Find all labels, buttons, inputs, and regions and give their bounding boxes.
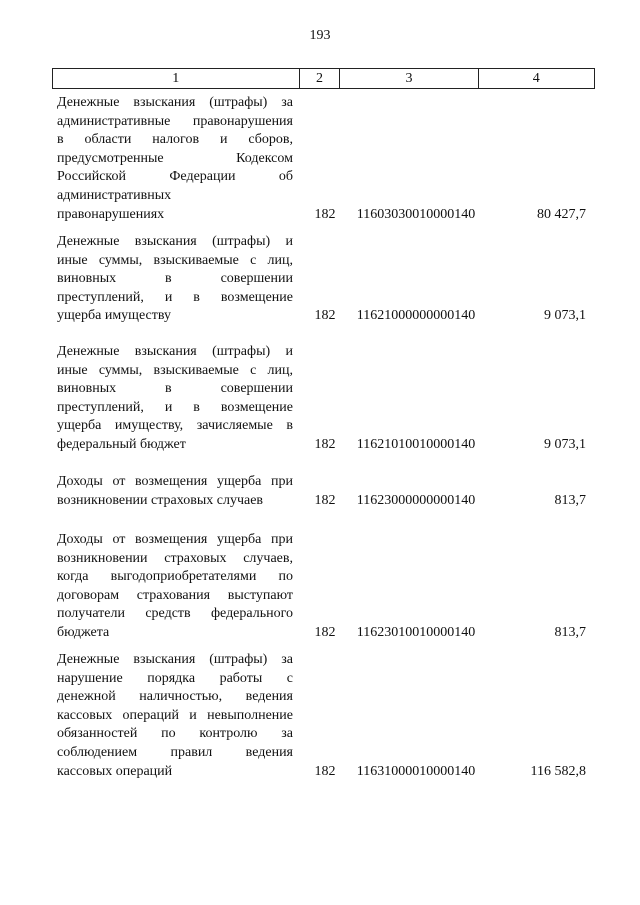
- row-code: 11621010010000140: [356, 437, 476, 452]
- description-line: возникновении страховых случаев,: [57, 550, 293, 566]
- row-description: [57, 651, 293, 781]
- row-description: [57, 233, 293, 326]
- description-line: ущерба имуществу: [57, 308, 171, 324]
- row-description: [57, 531, 293, 643]
- description-line: преступлений, и в возмещение: [57, 289, 293, 305]
- header-col-3: 3: [340, 69, 478, 89]
- row-amount: 9 073,1: [544, 437, 586, 452]
- row-chapter: 182: [314, 625, 336, 640]
- description-line: административных: [57, 187, 172, 203]
- row-chapter: 182: [314, 492, 336, 508]
- row-chapter: 182: [314, 206, 336, 222]
- page-number: 193: [309, 28, 331, 43]
- header-col-4: 4: [478, 69, 594, 89]
- row-code: 11623010010000140: [356, 625, 476, 640]
- description-line: иные суммы, взыскиваемые с лиц,: [57, 252, 293, 268]
- description-line: предусмотренные Кодексом: [57, 150, 293, 166]
- description-line: Денежные взыскания (штрафы) за: [57, 652, 293, 667]
- description-line: виновных в совершении: [57, 381, 293, 397]
- description-line: когда выгодоприобретателями по: [57, 569, 293, 585]
- row-description: [57, 473, 293, 510]
- header-col-1: 1: [53, 69, 300, 89]
- description-line: виновных в совершении: [57, 271, 293, 287]
- row-amount: 813,7: [554, 492, 586, 508]
- description-line: нарушение порядка работы с: [57, 670, 293, 686]
- row-chapter: 182: [314, 308, 336, 324]
- description-line: договорам страхования выступают: [57, 587, 293, 603]
- description-line: ущерба имуществу, зачисляемые в: [57, 418, 293, 434]
- description-line: бюджета: [57, 624, 110, 640]
- row-code: 11621000000000140: [356, 308, 476, 324]
- description-line: преступлений, и в возмещение: [57, 399, 293, 415]
- description-line: Российской Федерации об: [57, 169, 293, 185]
- row-amount: 116 582,8: [530, 763, 586, 779]
- description-line: Денежные взыскания (штрафы) и: [57, 234, 293, 249]
- description-line: обязанностей по контролю за: [57, 726, 293, 742]
- row-description: [57, 343, 293, 455]
- description-line: кассовых операций: [57, 763, 173, 779]
- description-line: денежной наличностью, ведения: [57, 689, 293, 705]
- description-line: Доходы от возмещения ущерба при: [57, 474, 293, 489]
- description-line: иные суммы, взыскиваемые с лиц,: [57, 362, 293, 378]
- description-line: кассовых операций и невыполнение: [57, 707, 293, 723]
- description-line: в области налогов и сборов,: [57, 132, 293, 148]
- description-line: получатели средств федерального: [57, 606, 293, 622]
- description-line: Доходы от возмещения ущерба при: [57, 532, 293, 547]
- description-line: федеральный бюджет: [57, 436, 186, 452]
- row-code: 11603030010000140: [356, 206, 476, 222]
- row-description: [57, 94, 293, 224]
- row-chapter: 182: [314, 763, 336, 779]
- description-line: Денежные взыскания (штрафы) и: [57, 344, 293, 359]
- table-header: [52, 68, 595, 89]
- row-amount: 813,7: [554, 625, 586, 640]
- row-code: 11631000010000140: [356, 763, 476, 779]
- row-code: 11623000000000140: [356, 492, 476, 508]
- row-chapter: 182: [314, 437, 336, 452]
- description-line: соблюдением правил ведения: [57, 744, 293, 760]
- row-amount: 9 073,1: [544, 308, 586, 324]
- description-line: правонарушениях: [57, 206, 165, 222]
- description-line: возникновении страховых случаев: [57, 492, 264, 508]
- description-line: Денежные взыскания (штрафы) за: [57, 95, 293, 110]
- row-amount: 80 427,7: [537, 206, 586, 222]
- header-col-2: 2: [299, 69, 340, 89]
- description-line: административные правонарушения: [57, 113, 293, 129]
